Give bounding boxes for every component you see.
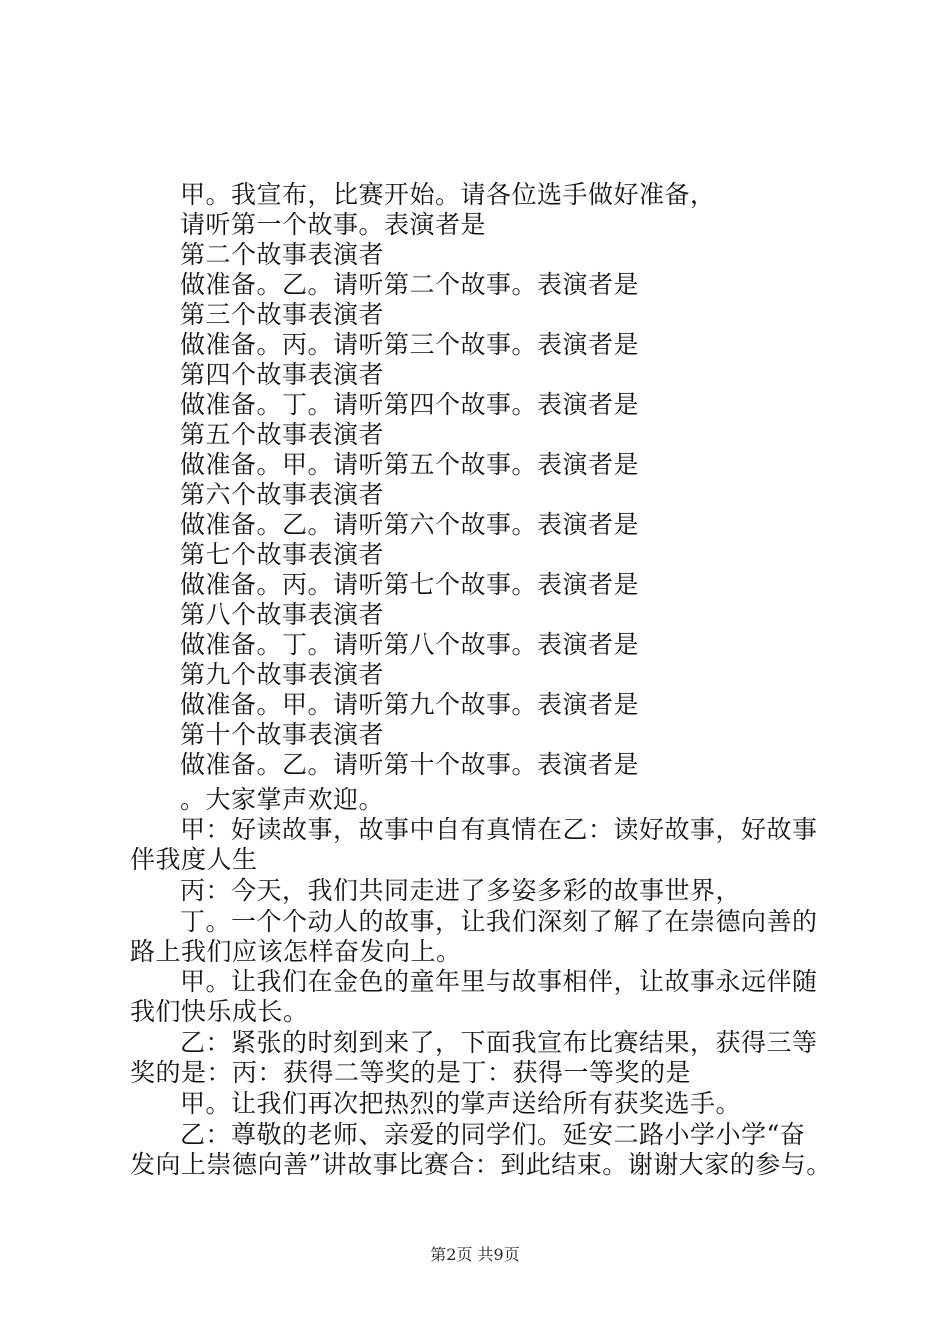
text-line: 路上我们应该怎样奋发向上。 [130, 937, 462, 966]
page-number-footer: 第2页 共9页 [430, 1245, 520, 1264]
text-line: 做准备。乙。请听第十个故事。表演者是 [180, 750, 640, 779]
text-line: 第九个故事表演者 [180, 660, 385, 689]
text-line: 。大家掌声欢迎。 [180, 785, 385, 814]
text-line: 第五个故事表演者 [180, 420, 385, 449]
text-line: 我们快乐成长。 [130, 997, 309, 1026]
text-line: 第三个故事表演者 [180, 300, 385, 329]
text-line: 甲。让我们在金色的童年里与故事相伴，让故事永远伴随 [180, 967, 818, 996]
text-line: 做准备。丙。请听第三个故事。表演者是 [180, 330, 640, 359]
text-line: 做准备。甲。请听第五个故事。表演者是 [180, 450, 640, 479]
text-line: 丙：今天，我们共同走进了多姿多彩的故事世界， [180, 876, 742, 905]
text-line: 伴我度人生 [130, 845, 258, 874]
text-line: 做准备。丁。请听第八个故事。表演者是 [180, 630, 640, 659]
text-line: 甲：好读故事，故事中自有真情在乙：读好故事，好故事 [180, 815, 818, 844]
text-line: 第二个故事表演者 [180, 240, 385, 269]
text-line: 做准备。甲。请听第九个故事。表演者是 [180, 690, 640, 719]
text-line: 乙：紧张的时刻到来了，下面我宣布比赛结果，获得三等 [180, 1028, 818, 1057]
text-line: 做准备。乙。请听第六个故事。表演者是 [180, 510, 640, 539]
text-line: 乙：尊敬的老师、亲爱的同学们。延安二路小学小学“奋 [180, 1120, 806, 1149]
text-line: 发向上崇德向善”讲故事比赛合：到此结束。谢谢大家的参与。 [130, 1150, 832, 1179]
text-line: 做准备。丙。请听第七个故事。表演者是 [180, 570, 640, 599]
text-line: 第十个故事表演者 [180, 720, 385, 749]
text-line: 第八个故事表演者 [180, 600, 385, 629]
text-line: 丁。一个个动人的故事，让我们深刻了解了在崇德向善的 [180, 907, 818, 936]
text-line: 甲。我宣布，比赛开始。请各位选手做好准备， [180, 180, 716, 209]
text-line: 请听第一个故事。表演者是 [180, 210, 487, 239]
text-line: 做准备。乙。请听第二个故事。表演者是 [180, 270, 640, 299]
text-line: 奖的是：丙：获得二等奖的是丁：获得一等奖的是 [130, 1058, 692, 1087]
text-line: 甲。让我们再次把热烈的掌声送给所有获奖选手。 [180, 1089, 742, 1118]
text-line: 第七个故事表演者 [180, 540, 385, 569]
text-line: 第六个故事表演者 [180, 480, 385, 509]
text-line: 第四个故事表演者 [180, 360, 385, 389]
text-line: 做准备。丁。请听第四个故事。表演者是 [180, 390, 640, 419]
